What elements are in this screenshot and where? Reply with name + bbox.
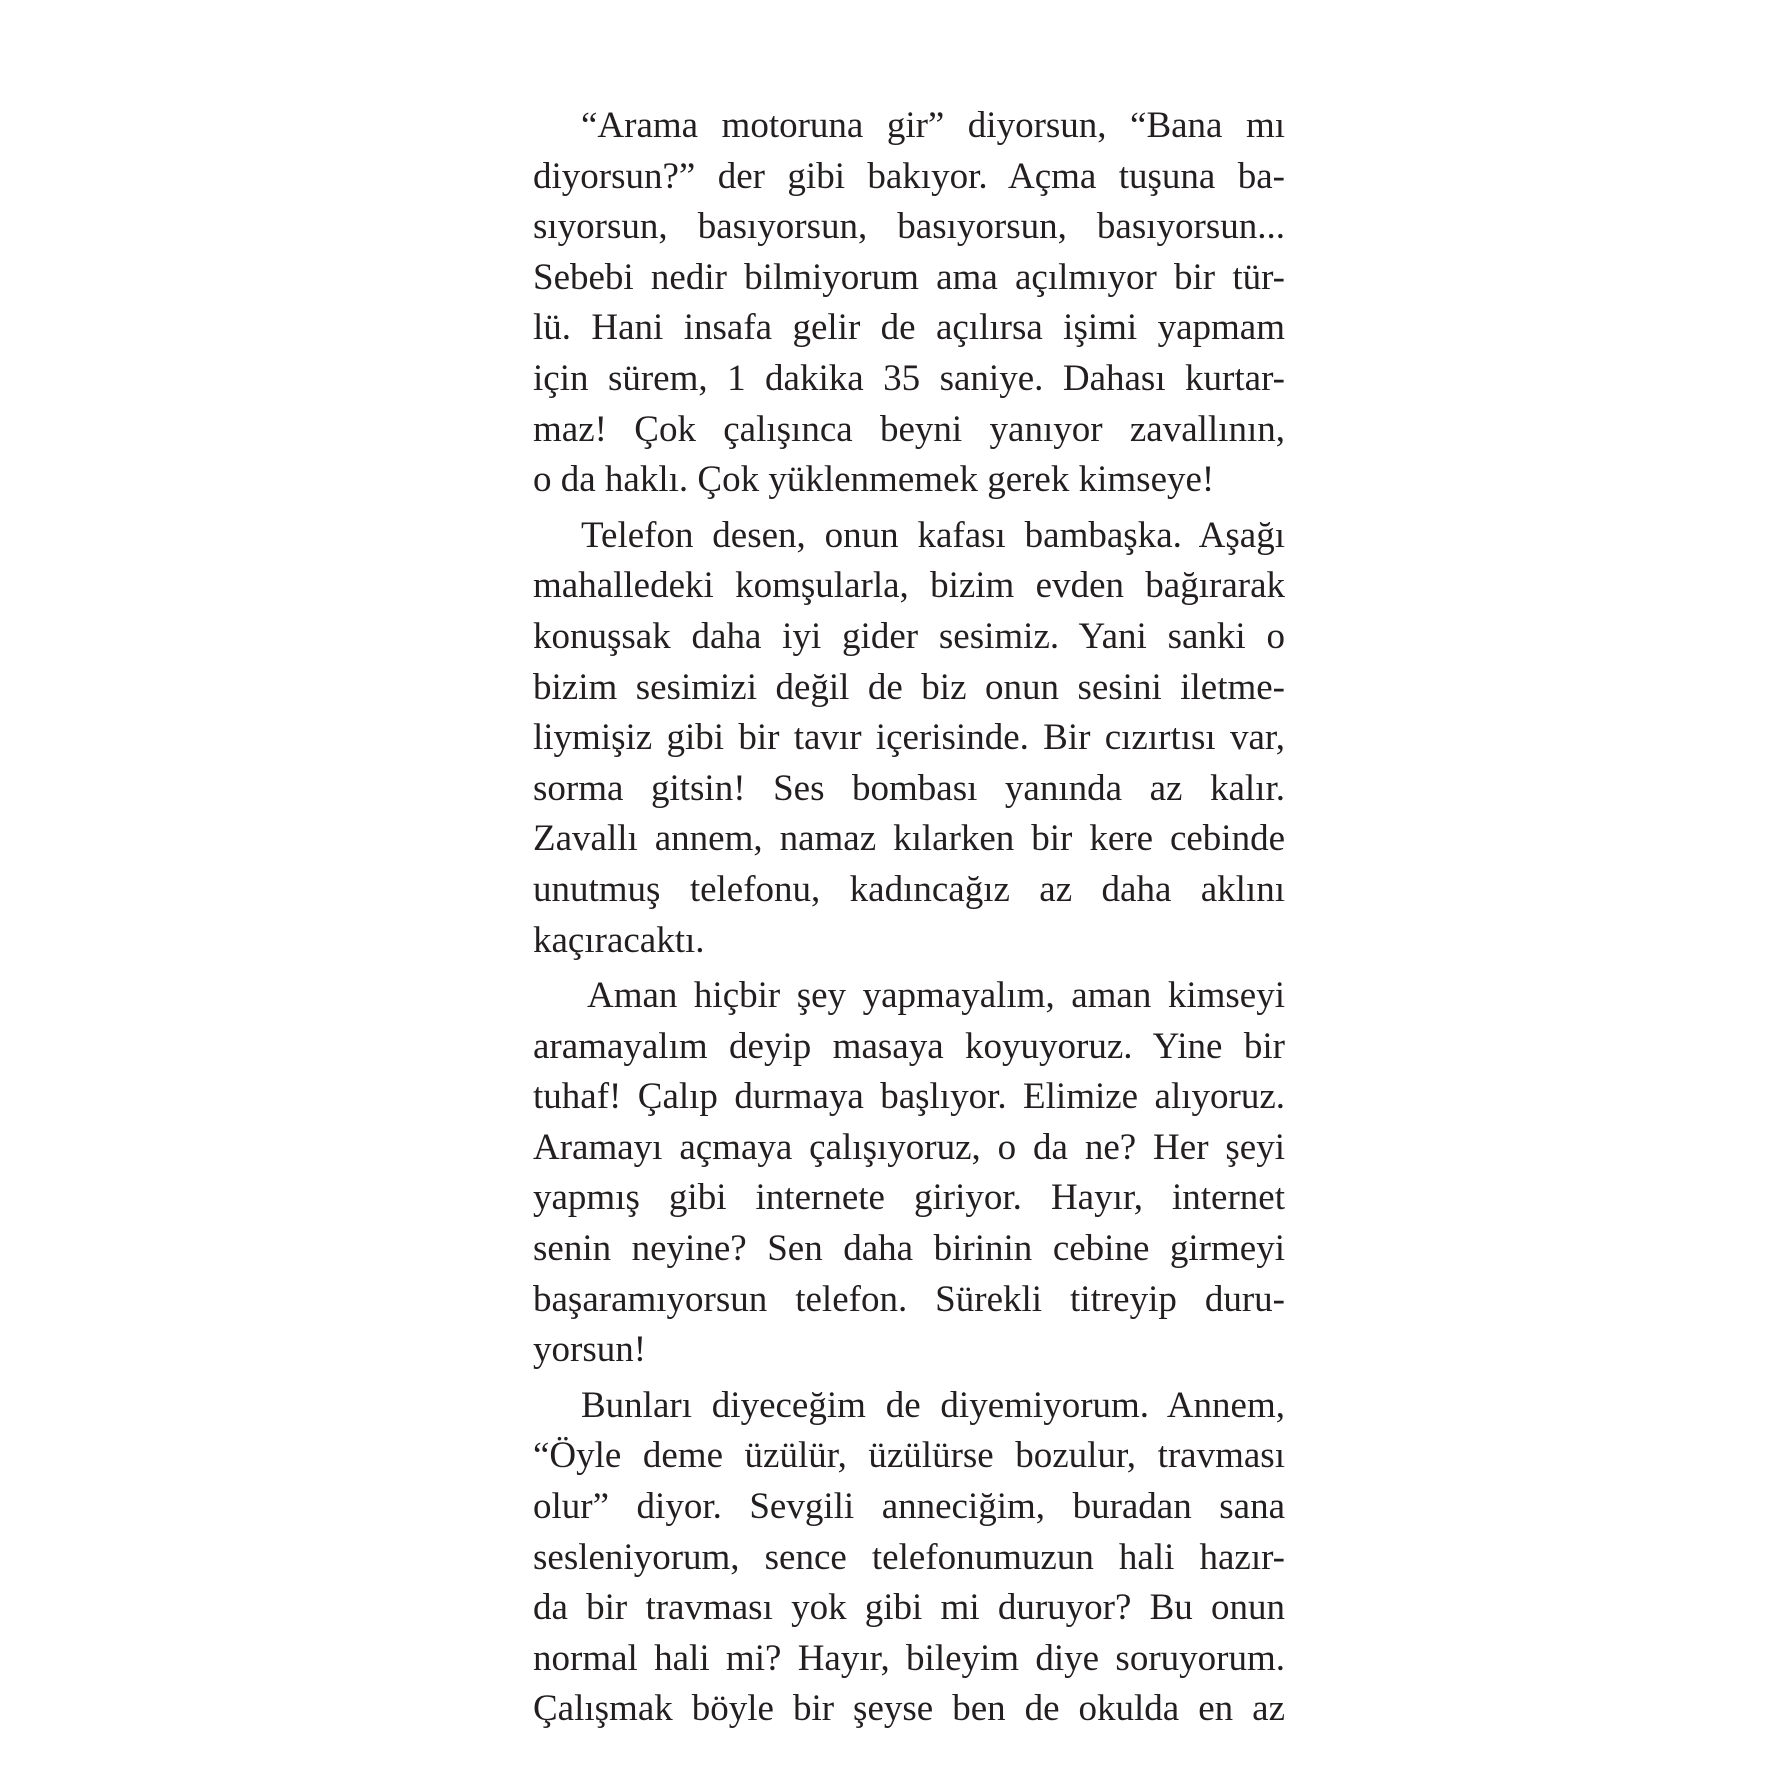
text-line: unutmuş telefonu, kadıncağız az daha aklını (533, 868, 1285, 910)
text-line: sesleniyorum, sence telefonumuzun hali hazır- (533, 1536, 1285, 1578)
text-line: konuşsak daha iyi gider sesimiz. Yani sanki o (533, 615, 1285, 657)
text-line: mahalledeki komşularla, bizim evden bağırarak (533, 565, 1285, 607)
text-line: normal hali mi? Hayır, bileyim diye soruyorum. (533, 1637, 1285, 1679)
text-line: için sürem, 1 dakika 35 saniye. Dahası kurtar- (533, 357, 1285, 399)
text-line: kaçıracaktı. (533, 919, 705, 961)
paragraph (533, 971, 1285, 1376)
text-line: lü. Hani insafa gelir de açılırsa işimi yapmam (533, 307, 1285, 349)
paragraph (533, 511, 1285, 966)
text-line: başaramıyorsun telefon. Sürekli titreyip duru- (533, 1278, 1285, 1320)
text-line: Aman hiçbir şey yapmayalım, aman kimseyi (587, 975, 1285, 1017)
text-line: “Öyle deme üzülür, üzülürse bozulur, travması (533, 1435, 1285, 1477)
text-line: senin neyine? Sen daha birinin cebine girmeyi (533, 1228, 1285, 1270)
text-line: da bir travması yok gibi mi duruyor? Bu onun (533, 1587, 1285, 1629)
text-line: diyorsun?” der gibi bakıyor. Açma tuşuna ba- (533, 155, 1285, 197)
text-line: Telefon desen, onun kafası bambaşka. Aşağı (581, 514, 1285, 556)
text-line: bizim sesimizi değil de biz onun sesini iletme- (533, 666, 1285, 708)
book-page-text (533, 101, 1285, 1740)
text-line: Çalışmak böyle bir şeyse ben de okulda en az (533, 1688, 1285, 1730)
text-line: Sebebi nedir bilmiyorum ama açılmıyor bir tür- (533, 256, 1285, 298)
text-line: “Arama motoruna gir” diyorsun, “Bana mı (581, 105, 1285, 146)
text-line: yapmış gibi internete giriyor. Hayır, internet (533, 1177, 1285, 1219)
text-line: yorsun! (533, 1329, 647, 1371)
text-line: Bunları diyeceğim de diyemiyorum. Annem, (581, 1384, 1285, 1426)
text-line: maz! Çok çalışınca beyni yanıyor zavallının, (533, 408, 1285, 450)
text-line: aramayalım deyip masaya koyuyoruz. Yine bir (533, 1025, 1285, 1067)
text-line: Aramayı açmaya çalışıyoruz, o da ne? Her şeyi (533, 1126, 1285, 1168)
text-line: tuhaf! Çalıp durmaya başlıyor. Elimize alıyoruz. (533, 1076, 1285, 1118)
text-line: Zavallı annem, namaz kılarken bir kere cebinde (533, 818, 1285, 860)
text-line: sorma gitsin! Ses bombası yanında az kalır. (533, 767, 1285, 809)
text-line: o da haklı. Çok yüklenmemek gerek kimseye! (533, 459, 1215, 501)
text-line: olur” diyor. Sevgili anneciğim, buradan sana (533, 1486, 1285, 1528)
paragraph (533, 1381, 1285, 1735)
paragraph (533, 101, 1285, 506)
text-line: liymişiz gibi bir tavır içerisinde. Bir cızırtısı var, (533, 717, 1285, 759)
text-line: sıyorsun, basıyorsun, basıyorsun, basıyorsun... (533, 206, 1285, 248)
